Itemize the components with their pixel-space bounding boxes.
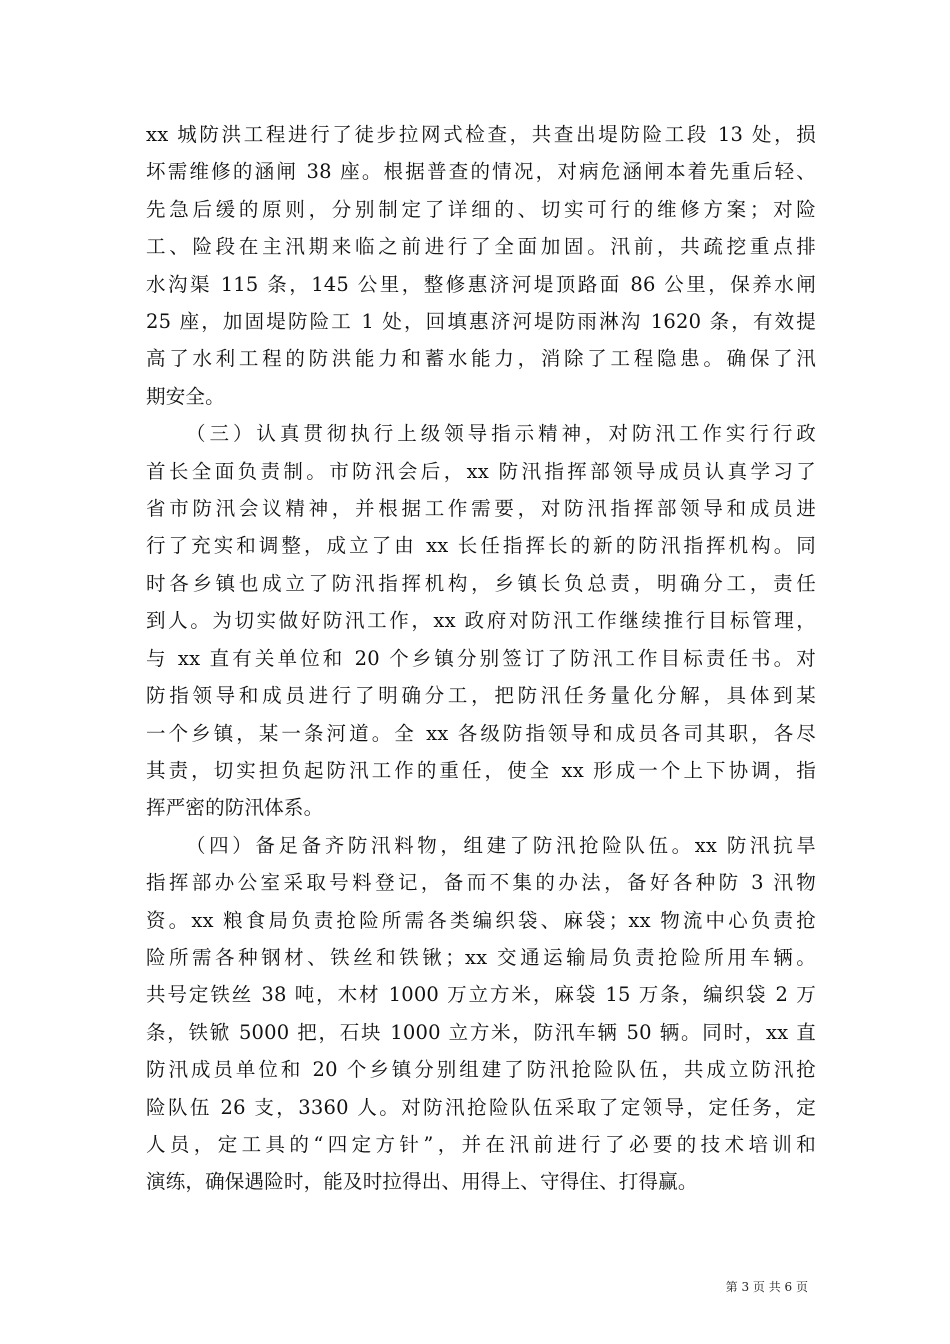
- text-line: 期安全。: [146, 384, 225, 408]
- text-line: 行了充实和调整，成立了由 xx 长任指挥长的新的防汛指挥机构。同: [146, 534, 816, 558]
- text-line: xx 城防洪工程进行了徒步拉网式检查，共查出堤防险工段 13 处，损: [146, 123, 816, 146]
- text-line: 一个乡镇，某一条河道。全 xx 各级防指领导和成员各司其职，各尽: [146, 721, 816, 745]
- text-line: 人员，定工具的“四定方针”，并在汛前进行了必要的技术培训和: [146, 1132, 816, 1156]
- text-line: 指挥部办公室采取号料登记，备而不集的办法，备好各种防 3 汛物: [146, 871, 816, 895]
- document-body: [146, 116, 816, 1201]
- text-line: 首长全面负责制。市防汛会后，xx 防汛指挥部领导成员认真学习了: [146, 459, 816, 483]
- text-line: 共号定铁丝 38 吨，木材 1000 万立方米，麻袋 15 万条，编织袋 2 万: [146, 983, 816, 1007]
- text-line: 高了水利工程的防洪能力和蓄水能力，消除了工程隐患。确保了汛: [146, 347, 816, 371]
- page-number-footer: 第 3 页 共 6 页: [725, 1280, 808, 1294]
- text-line: 险队伍 26 支，3360 人。对防汛抢险队伍采取了定领导，定任务，定: [146, 1095, 816, 1119]
- text-line: 挥严密的防汛体系。: [146, 796, 324, 820]
- text-line: 防指领导和成员进行了明确分工，把防汛任务量化分解，具体到某: [146, 684, 816, 708]
- text-line: 到人。为切实做好防汛工作，xx 政府对防汛工作继续推行目标管理，: [146, 609, 816, 633]
- text-line: 先急后缓的原则，分别制定了详细的、切实可行的维修方案；对险: [146, 197, 816, 221]
- text-line: 时各乡镇也成立了防汛指挥机构，乡镇长负总责，明确分工，责任: [146, 571, 816, 595]
- text-line: 演练，确保遇险时，能及时拉得出、用得上、守得住、打得赢。: [146, 1170, 698, 1194]
- text-line: 与 xx 直有关单位和 20 个乡镇分别签订了防汛工作目标责任书。对: [146, 646, 816, 670]
- text-line: 险所需各种钢材、铁丝和铁锹；xx 交通运输局负责抢险所用车辆。: [146, 945, 816, 969]
- text-line: 水沟渠 115 条，145 公里，整修惠济河堤顶路面 86 公里，保养水闸: [146, 272, 816, 296]
- text-line: 条，铁锨 5000 把，石块 1000 立方米，防汛车辆 50 辆。同时，xx 直: [146, 1020, 816, 1044]
- text-line: 省市防汛会议精神，并根据工作需要，对防汛指挥部领导和成员进: [146, 497, 816, 521]
- paragraph-1: [146, 116, 816, 415]
- text-line: 25 座，加固堤防险工 1 处，回填惠济河堤防雨淋沟 1620 条，有效提: [146, 310, 816, 334]
- text-line: 防汛成员单位和 20 个乡镇分别组建了防汛抢险队伍，共成立防汛抢: [146, 1058, 816, 1082]
- text-line: 工、险段在主汛期来临之前进行了全面加固。汛前，共疏挖重点排: [146, 235, 816, 259]
- text-line: 其责，切实担负起防汛工作的重任，使全 xx 形成一个上下协调，指: [146, 758, 816, 782]
- paragraph-3: [146, 827, 816, 1201]
- paragraph-2: [146, 415, 816, 826]
- text-line: （四）备足备齐防汛料物，组建了防汛抢险队伍。xx 防汛抗旱: [186, 833, 816, 857]
- text-line: 坏需维修的涵闸 38 座。根据普查的情况，对病危涵闸本着先重后轻、: [146, 160, 816, 184]
- text-line: （三）认真贯彻执行上级领导指示精神，对防汛工作实行行政: [186, 422, 816, 446]
- text-line: 资。xx 粮食局负责抢险所需各类编织袋、麻袋；xx 物流中心负责抢: [146, 908, 816, 932]
